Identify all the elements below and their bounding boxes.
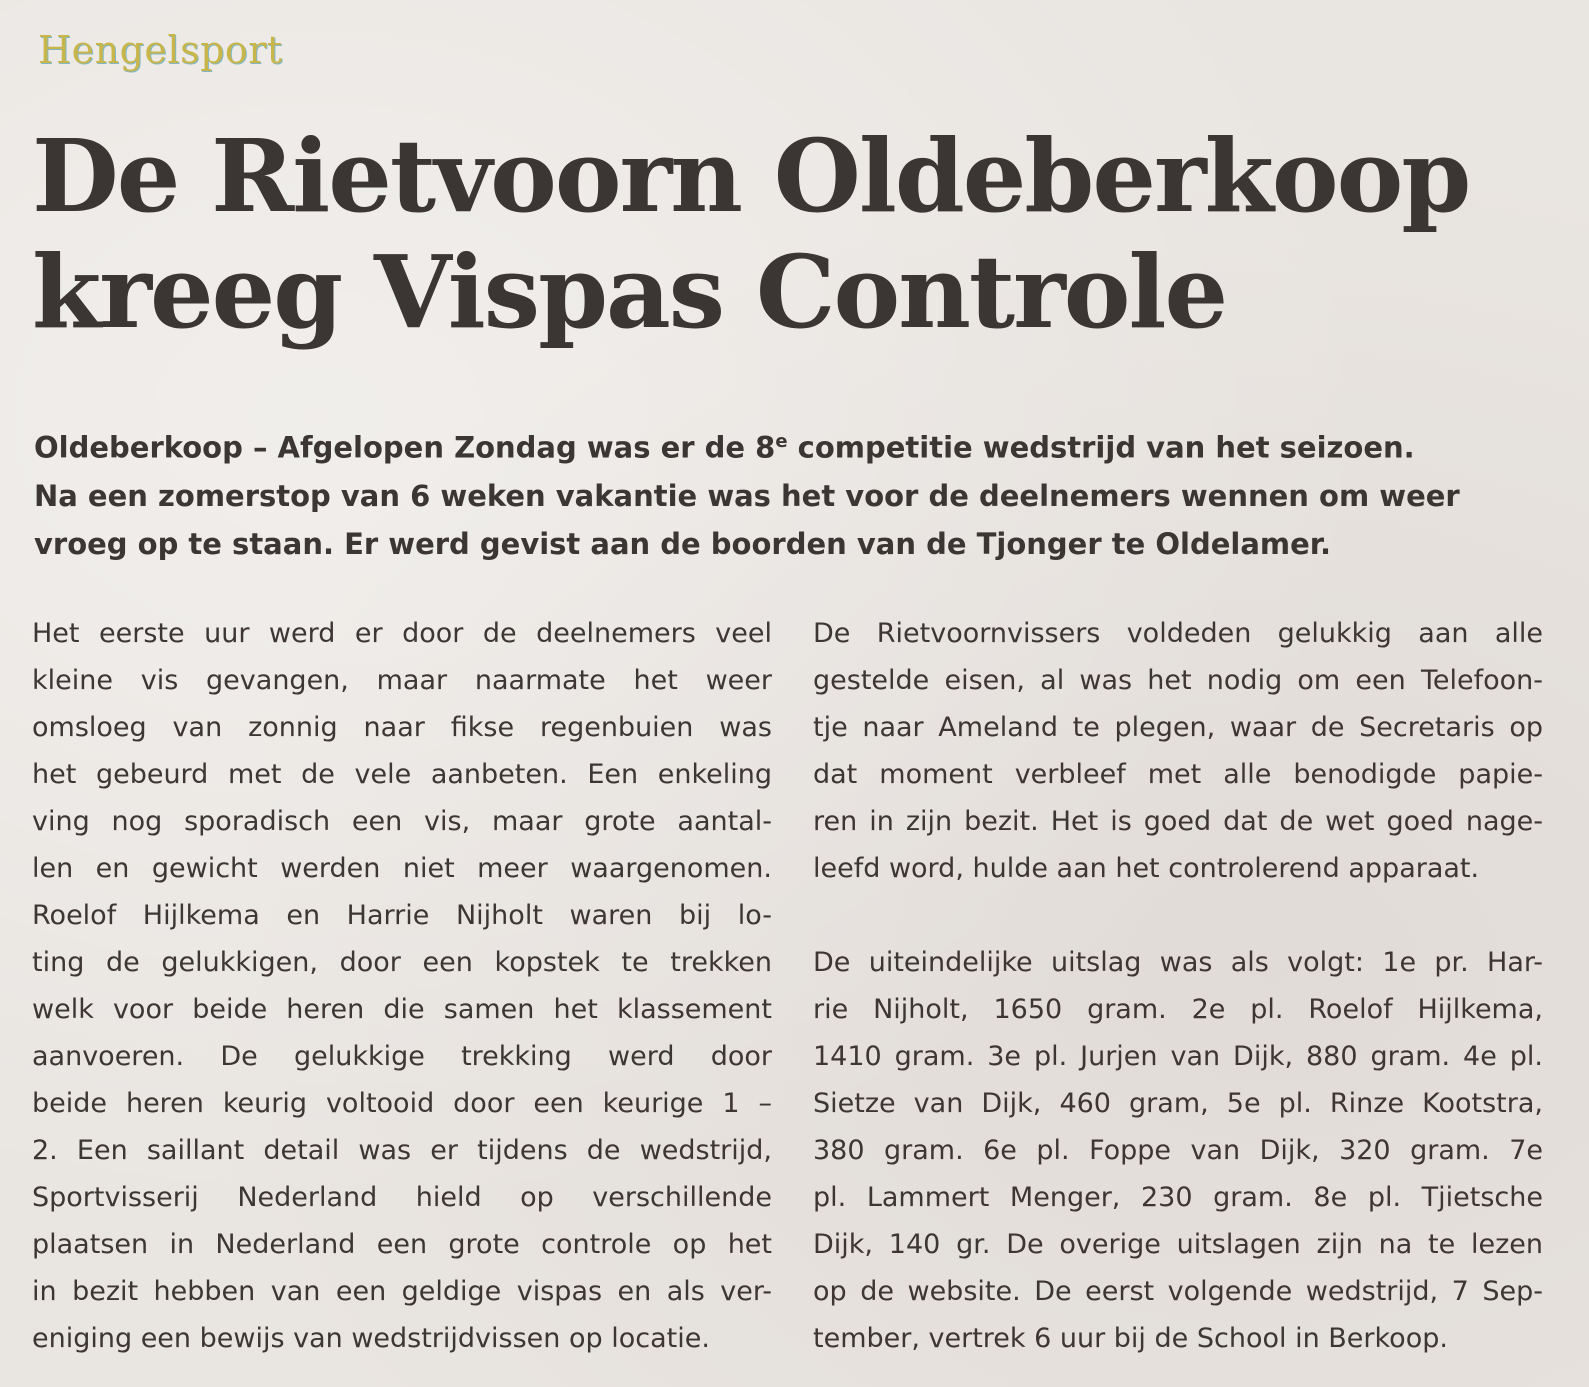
- right-column-p1-line: De Rietvoornvissers voldeden gelukkig aan alle: [813, 618, 1543, 649]
- left-column-line: Roelof Hijlkema en Harrie Nijholt waren bij lo-: [32, 900, 772, 931]
- left-column-line: ving nog sporadisch een vis, maar grote aantal-: [32, 806, 772, 837]
- lead-line-1: Oldeberkoop – Afgelopen Zondag was er de 8e competitie wedstrijd van het seizoen.: [34, 430, 1415, 465]
- left-column-line: beide heren keurig voltooid door een keurige 1 –: [32, 1088, 772, 1119]
- lead-line-2: Na een zomerstop van 6 weken vakantie was het voor de deelnemers wennen om weer: [34, 478, 1460, 513]
- right-column-p2-line: Sietze van Dijk, 460 gram, 5e pl. Rinze Kootstra,: [813, 1088, 1543, 1119]
- lead-line-3: vroeg op te staan. Er werd gevist aan de boorden van de Tjonger te Oldelamer.: [34, 526, 1331, 561]
- right-column-p2-line: op de website. De eerst volgende wedstrijd, 7 Sep-: [813, 1276, 1543, 1307]
- headline-line-1: De Rietvoorn Oldeberkoop: [32, 117, 1470, 235]
- article-lead: [34, 418, 1559, 568]
- section-kicker: Hengelsport: [38, 28, 283, 72]
- right-column-p2-line: De uiteindelijke uitslag was als volgt: 1e pr. Har-: [813, 947, 1543, 978]
- left-column-line: ting de gelukkigen, door een kopstek te trekken: [32, 947, 772, 978]
- right-column-p2-line: tember, vertrek 6 uur bij de School in Berkoop.: [813, 1323, 1448, 1354]
- left-column-line: in bezit hebben van een geldige vispas en als ver-: [32, 1276, 772, 1307]
- right-column-p1-line: ren in zijn bezit. Het is goed dat de wet goed nage-: [813, 806, 1543, 837]
- left-column-line: welk voor beide heren die samen het klassement: [32, 994, 772, 1025]
- right-column-p2-line: 380 gram. 6e pl. Foppe van Dijk, 320 gram. 7e: [813, 1135, 1543, 1166]
- left-column-line: aanvoeren. De gelukkige trekking werd door: [32, 1041, 772, 1072]
- right-paragraph-1: [813, 610, 1543, 892]
- right-column-p2-line: rie Nijholt, 1650 gram. 2e pl. Roelof Hijlkema,: [813, 994, 1543, 1025]
- right-column-p1-line: gestelde eisen, al was het nodig om een Telefoon-: [813, 665, 1543, 696]
- left-column-line: len en gewicht werden niet meer waargenomen.: [32, 853, 772, 884]
- right-column-p2-line: Dijk, 140 gr. De overige uitslagen zijn na te lezen: [813, 1229, 1543, 1260]
- left-column-line: plaatsen in Nederland een grote controle op het: [32, 1229, 772, 1260]
- right-column-p2-line: pl. Lammert Menger, 230 gram. 8e pl. Tjietsche: [813, 1182, 1543, 1213]
- right-column-p1-line: leefd word, hulde aan het controlerend apparaat.: [813, 853, 1480, 884]
- left-column-line: Sportvisserij Nederland hield op verschillende: [32, 1182, 772, 1213]
- article-headline: [32, 118, 1562, 350]
- left-column-line: 2. Een saillant detail was er tijdens de wedstrijd,: [32, 1135, 772, 1166]
- right-paragraph-2: [813, 939, 1543, 1362]
- left-column-line: omsloeg van zonnig naar fikse regenbuien was: [32, 712, 772, 743]
- left-column-line: Het eerste uur werd er door de deelnemers veel: [32, 618, 772, 649]
- left-column-line: eniging een bewijs van wedstrijdvissen op locatie.: [32, 1323, 710, 1354]
- left-column-line: kleine vis gevangen, maar naarmate het weer: [32, 665, 772, 696]
- left-paragraph: [32, 610, 772, 1362]
- article-column-right: [813, 610, 1543, 1362]
- right-column-p2-line: 1410 gram. 3e pl. Jurjen van Dijk, 880 gram. 4e pl.: [813, 1041, 1543, 1072]
- headline-line-2: kreeg Vispas Controle: [32, 233, 1227, 351]
- right-column-p1-line: dat moment verbleef met alle benodigde papie-: [813, 759, 1543, 790]
- left-column-line: het gebeurd met de vele aanbeten. Een enkeling: [32, 759, 772, 790]
- article-column-left: [32, 610, 772, 1362]
- right-column-p1-line: tje naar Ameland te plegen, waar de Secretaris op: [813, 712, 1543, 743]
- paragraph-gap: [813, 892, 1543, 939]
